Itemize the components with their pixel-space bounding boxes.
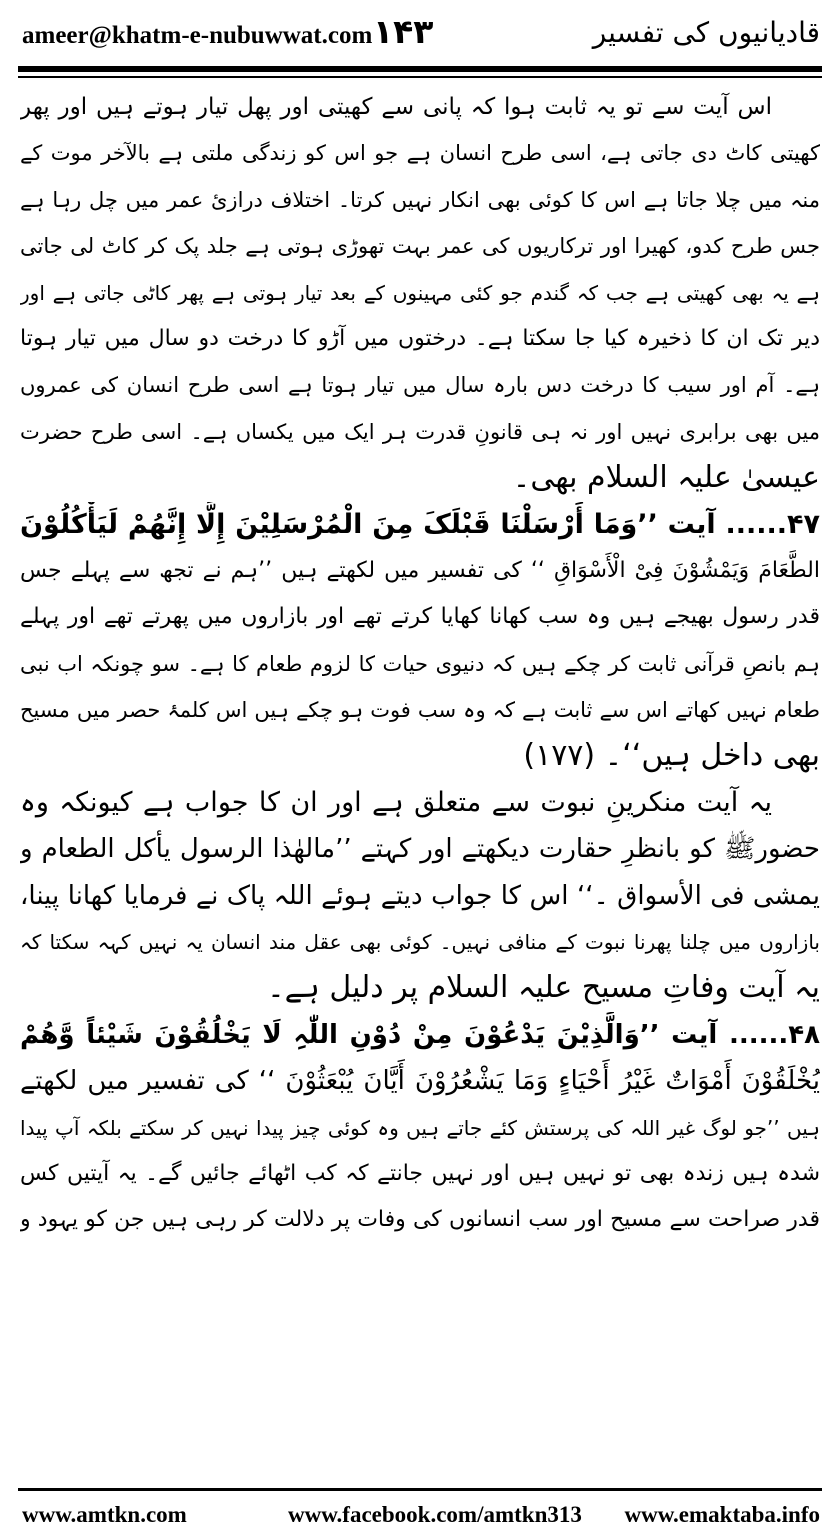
footer-link-facebook[interactable]: www.facebook.com/amtkn313 <box>288 1502 582 1527</box>
footer-link-amtkn[interactable]: www.amtkn.com <box>22 1502 187 1527</box>
footer-rule <box>18 1488 822 1491</box>
text-line: ہے یہ بھی کھیتی ہے جب کہ گندم جو کئی مہینوں کے بعد تیار ہوتی ہے پھر کاٹی جاتی ہے اور <box>20 280 820 305</box>
text-line: حضورﷺ کو بانظرِ حقارت دیکھتے اور کہتے ’’مالھٰذا الرسول یأکل الطعام و <box>20 834 820 865</box>
text-line: بازاروں میں چلنا پھرنا نبوت کے منافی نہیں۔ کوئی بھی عقل مند انسان یہ نہیں کہہ سکتا کہ <box>20 930 820 955</box>
ayah-line: ۴۷...... آیت ’’وَمَا أَرْسَلْنَا قَبْلَکَ مِنَ الْمُرْسَلِیْنَ إِلَّا إِنَّهُمْ لَیَأْکُلُوْنَ <box>20 508 820 540</box>
text-line: اس آیت سے تو یہ ثابت ہوا کہ پانی سے کھیتی اور پھل تیار ہوتے ہیں اور پھر <box>20 94 772 120</box>
text-line: طعام نہیں کھاتے اس سے ثابت ہے کہ وہ سب فوت ہو چکے ہیں اس کلمۂ حصر میں مسیح <box>20 698 820 723</box>
text-line: جس طرح کدو، کھیرا اور ترکاریوں کی عمر بہت تھوڑی ہوتی ہے جلد پک کر کاٹ لی جاتی <box>20 234 820 259</box>
text-line: میں بھی برابری نہیں اور نہ ہی قانونِ قدرت ہر ایک میں یکساں ہے۔ اسی طرح حضرت <box>20 419 820 444</box>
footer-link-emaktaba[interactable]: www.emaktaba.info <box>624 1502 820 1527</box>
header-rule-thin <box>18 76 822 78</box>
header-email: ameer@khatm-e-nubuwwat.com <box>22 22 373 49</box>
text-line: عیسیٰ علیہ السلام بھی۔ <box>512 460 820 496</box>
book-title: قادیانیوں کی تفسیر <box>592 16 820 49</box>
text-line: بھی داخل ہیں‘‘۔ (۱۷۷) <box>523 738 820 774</box>
text-line: یہ آیت وفاتِ مسیح علیہ السلام پر دلیل ہے۔ <box>267 970 820 1006</box>
text-line: قدر رسول بھیجے ہیں وہ سب کھانا کھایا کرتے تھے اور بازاروں میں پھرتے تھے اور پہلے <box>20 604 820 630</box>
page-body <box>20 84 820 1484</box>
text-line: دیر تک ان کا ذخیرہ کیا جا سکتا ہے۔ درختوں میں آڑو کا درخت دو سال میں تیار ہوتا <box>20 325 820 351</box>
header-rule <box>18 66 822 72</box>
text-line: ہیں ’’جو لوگ غیر اللہ کی پرستش کئے جاتے ہیں وہ کوئی چیز پیدا نہیں کر سکتے بلکہ آپ پیدا <box>20 1115 820 1140</box>
text-line: یہ آیت منکرینِ نبوت سے متعلق ہے اور ان کا جواب ہے کیونکہ وہ <box>20 786 772 818</box>
page-footer <box>0 1488 840 1540</box>
text-line: شدہ ہیں زندہ بھی تو نہیں ہیں اور نہیں جانتے کہ کب اٹھائے جائیں گے۔ یہ آیتیں کس <box>20 1160 820 1186</box>
text-line: یمشی فی الأسواق ۔‘‘ اس کا جواب دیتے ہوئے اللہ پاک نے فرمایا کھانا پینا، <box>20 880 820 911</box>
page-header <box>0 0 840 84</box>
text-line: ہم بانصِ قرآنی ثابت کر چکے ہیں کہ دنیوی حیات کا لزوم طعام کا ہے۔ سو چونکہ اب نبی <box>20 651 820 676</box>
text-line: منہ میں چلا جاتا ہے اس کا کوئی بھی انکار نہیں کرتا۔ اختلاف درازیٔ عمر میں چل رہا ہے <box>20 187 820 212</box>
ayah-line: ۴۸...... آیت ’’وَالَّذِیْنَ یَدْعُوْنَ مِنْ دُوْنِ اللّٰہِ لَا یَخْلُقُوْنَ شَیْئاً وَّهُمْ <box>20 1019 820 1050</box>
ayah-line: الطَّعَامَ وَیَمْشُوْنَ فِیْ الْأَسْوَاقِ ‘‘ کی تفسیر میں لکھتے ہیں ’’ہم نے تجھ سے پہلے جس <box>20 557 820 583</box>
page-number: ۱۴۳ <box>373 12 434 51</box>
text-line: قدر صراحت سے مسیح اور سب انسانوں کی وفات پر دلالت کر رہی ہیں جن کو یہود و <box>20 1207 820 1233</box>
text-line: ہے۔ آم اور سیب کا درخت دس بارہ سال میں تیار ہوتا ہے اسی طرح انسان کی عمروں <box>20 373 820 398</box>
ayah-line: یُخْلَقُوْنَ أَمْوَاتٌ غَیْرُ أَحْیَاءٍ وَمَا یَشْعُرُوْنَ أَیَّانَ یُبْعَثُوْنَ ‘‘ کی تفسیر میں لکھتے <box>20 1066 820 1097</box>
text-line: کھیتی کاٹ دی جاتی ہے، اسی طرح انسان ہے جو اس کو زندگی ملتی ہے بالآخر موت کے <box>20 141 820 166</box>
